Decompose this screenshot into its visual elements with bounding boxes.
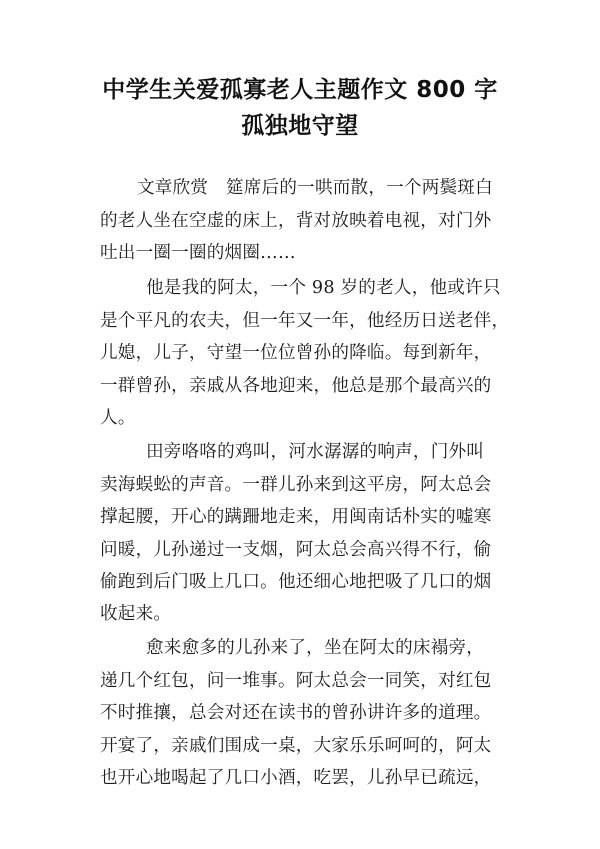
- body-line: 偷跑到后门吸上几口。他还细心地把吸了几口的烟: [100, 572, 492, 592]
- body-line: 是个平凡的农夫，但一年又一年，他经历日送老伴，: [100, 311, 510, 331]
- body-line: 开宴了，亲戚们围成一桌，大家乐乐呵呵的，阿太: [100, 736, 492, 756]
- body-line: 撑起腰，开心的蹒跚地走来，用闽南话朴实的嘘寒: [100, 507, 492, 527]
- body-line: 问暖，儿孙递过一支烟，阿太总会高兴得不行，偷: [100, 540, 492, 560]
- body-line: 文章欣赏 筵席后的一哄而散，一个两鬓斑白: [137, 178, 493, 198]
- body-line: 不时推攘，总会对还在读书的曾孙讲许多的道理。: [100, 703, 492, 723]
- body-line: 愈来愈多的儿孙来了，坐在阿太的床褟旁，: [146, 638, 485, 658]
- body-line: 一群曾孙，亲戚从各地迎来，他总是那个最高兴的: [100, 376, 492, 396]
- body-line: 人。: [100, 408, 136, 428]
- body-line: 田旁咯咯的鸡叫，河水潺潺的响声，门外叫: [146, 442, 485, 462]
- body-line: 递几个红包，问一堆事。阿太总会一同笑，对红包: [100, 671, 492, 691]
- body-line: 的老人坐在空虚的床上，背对放映着电视，对门外: [100, 211, 492, 231]
- body-line: 收起来。: [100, 604, 172, 624]
- body-line: 也开心地喝起了几口小酒，吃罢，儿孙早已疏远，: [100, 768, 492, 788]
- body-line: 吐出一圈一圈的烟圈……: [100, 243, 296, 263]
- body-line: 儿媳，儿子，守望一位位曾孙的降临。每到新年，: [100, 343, 492, 363]
- body-line: 他是我的阿太，一个 98 岁的老人，他或许只: [146, 278, 501, 298]
- body-line: 卖海蜈蚣的声音。一群儿孙来到这平房，阿太总会: [100, 475, 492, 495]
- document-subtitle: 孤独地守望: [241, 113, 359, 139]
- document-title: 中学生关爱孤寡老人主题作文 800 字: [102, 77, 498, 103]
